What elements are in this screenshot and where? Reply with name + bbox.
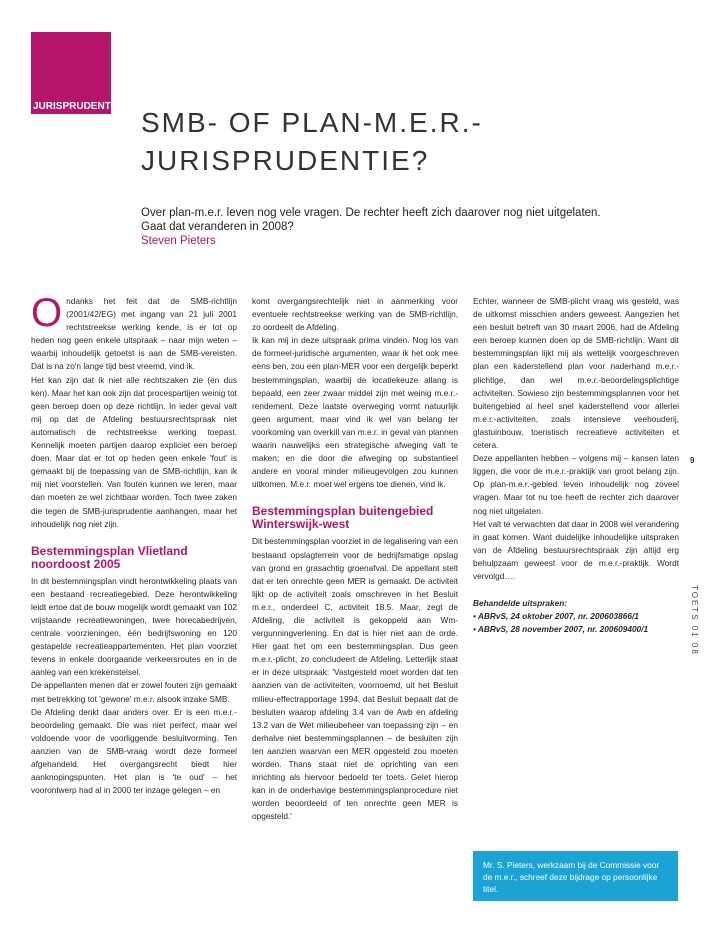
ruling-item: • ABRvS, 28 november 2007, nr. 200609400/1: [473, 624, 649, 635]
intro-text: ndanks het feit dat de SMB-richtlijn (2001/42/EG) met ingang van 21 juli 2001 rechtstreekse werking kende, is er tot op heden nog geen enkele uitspraak – naar mijn weten – waarbij inhoudelijk getoetst is aan de SMB-vereisten. Dat is na zo'n lange tijd best vreemd, vind ik.: [31, 296, 237, 372]
subheading-vlietland: Bestemmingsplan Vlietland noordoost 2005: [31, 543, 188, 571]
paragraph: Ik kan mij in deze uitspraak prima vinden. Nog los van de formeel-juridische argumenten, waar ik het ook mee eens ben, zou een plan-MER voor een dergelijk beperkt bestemmingsplan, waarbij de locatiekeuze allang is bepaald, een zeer zwaar middel zijn met weinig m.e.r.-rendement. Deze laatste overweging vormt natuurlijk geen argument, maar vind ik wel van belang ter voorkoming van overkill van m.e.r. in geval van plannen waarin nauwelijks een strategische afweging valt te maken; en die door die afweging op substantieel andere en vooral minder milieugevolgen zou kunnen uitkomen. M.e.r. moet wel ergens toe dienen, vind ik.: [252, 335, 458, 490]
lead-line-1: Over plan-m.e.r. leven nog vele vragen. De rechter heeft zich daarover nog niet uitgelaten.: [141, 207, 601, 219]
paragraph: In dit bestemmingsplan vindt herontwikkeling plaats van een bestaand recreatiegebied. Deze herontwikkeling leidt ertoe dat de bouw mogelijk wordt gemaakt van 102 vrijstaande recreatiewoningen, twee horecabedrijven, centrale voorzieningen, één bedrijfswoning en 120 gestapelde recreatieappartementen. Het plan voorziet tevens in enkele doorgaande verkeersroutes en in de aanleg van een krekenstelsel.: [31, 575, 237, 678]
article-lead: [141, 206, 641, 248]
paragraph: De Afdeling denkt daar anders over. Er is een m.e.r.-beoordeling gemaakt. Die was niet perfect, maar wel voldoende voor de voorliggende besluitvorming. Ten aanzien van de SMB-vraag wordt deze formeel afgehandeld. Het overgangsrecht biedt hier aanknopingspunten. Het plan is 'te oud' – het voorontwerp had al in 2000 ter inzage gelegen – en: [31, 706, 237, 796]
running-head: TOETS 01 08: [690, 585, 699, 656]
text-column-1: [31, 291, 237, 797]
text-column-2: [252, 295, 458, 823]
author-name: Steven Pieters: [141, 235, 216, 247]
article-title: [141, 104, 601, 180]
paragraph: Deze appellanten hebben – volgens mij – kansen laten liggen, die voor de m.e.r.-praktijk van groot belang zijn. Op plan-m.e.r.-gebied leven inhoudelijk nog zoveel vragen. Maar tot nu toe heeft de rechter zich daarover nog niet uitgelaten.: [473, 453, 679, 516]
rulings-heading: Behandelde uitspraken:: [473, 598, 568, 609]
paragraph: Dit bestemmingsplan voorziet in de legalisering van een bestaand opslagterrein voor de bedrijfsmatige opslag van grond en grasachtig groenafval. De appellant stelt dat er ten onrechte geen MER is gemaakt. De activiteit lijkt op de activiteit zoals omschreven in het Besluit m.e.r., onderdeel C, activiteit 18.5. Maar, zegt de Afdeling, die activiteit is gekoppeld aan Wm-vergunningverlening. En dat is hier niet aan de orde. Hier gaat het om een bestemmingsplan. Dus geen m.e.r.-plicht, zo concludeert de Afdeling. Letterlijk staat er in deze uitspraak: 'Vastgesteld moet worden dat ten aanzien van de activiteiten, voornoemd, uit het Besluit milieu-effectrapportage 1994, dat Besluit bepaalt dat de besluiten waarop afdeling 3.4 van de Awb en afdeling 13.2 van de Wet milieubeheer van toepassing zijn – en derhalve niet bestemmingsplannen – de besluiten zijn ten aanzien waarvan een MER opgesteld zou moeten worden. Thans staat niet de oprichting van een inrichting als hiervoor bedoeld ter toets. Gelet hierop kan in de onderhavige bestemmingsplanprocedure niet worden beoordeeld of ten onrechte geen MER is opgesteld.': [252, 536, 458, 822]
section-color-block: [31, 32, 111, 100]
paragraph: Het kan zijn dat ik niet alle rechtszaken zie (en dus ken). Maar het kan ook zijn dat procespartijen weinig tot geen beroep doen op deze richtlijn. In ieder geval valt mij op dat de Afdeling bestuursrechtspraak niet automatisch de rechtstreekse werking toepast. Kennelijk moeten partijen daarop expliciet een beroep doen. Maar dat er tot op heden geen enkele 'fout' is gemaakt bij de toepassing van de SMB-richtlijn, kan ik mij niet voorstellen. Van fouten kunnen we leren, maar dan moeten ze wel zichtbaar worden. Toch twee zaken die tegen de SMB-jurisprudentie aanhangen, maar het inhoudelijk nog niet zijn.: [31, 374, 237, 529]
author-bio-box: Mr. S. Pieters, werkzaam bij de Commissie voor de m.e.r., schreef deze bijdrage op persoonlijke titel.: [473, 851, 678, 901]
drop-cap: O: [31, 291, 63, 335]
paragraph: Echter, wanneer de SMB-plicht vraag wis gesteld, was de uitkomst misschien anders geweest. Aangezien het een besluit betreft van 30 maart 2006, had de Afdeling een beroep kunnen doen op de SMB-richtlijn. Want dit bestemmingsplan lijkt mij als wettelijk voorgeschreven plan een kaderstellend plan voor naderhand m.e.r.-plichtige, dan wel m.e.r.-beoordelingsplichtige activiteiten. Sowieso zijn bestemmingsplannen voor het buitengebied al heel snel kaderstellend voor allerlei m.e.r.-activiteiten, zoals intensieve veehouderij, glastuinbouw, toeristisch recreatieve activiteiten et cetera.: [473, 296, 679, 451]
intro-paragraph: [31, 291, 237, 374]
paragraph: Het valt te verwachten dat daar in 2008 wel verandering in gaat komen. Want duidelijke inhoudelijke uitspraken van de Afdeling bestuursrechtspraak zijn altijd erg behulpzaam geweest voor de m.e.r.-praktijk. Wordt vervolgd….: [473, 518, 679, 581]
section-label: JURISPRUDENTIE: [33, 101, 121, 112]
lead-line-2: Gaat dat veranderen in 2008?: [141, 221, 294, 233]
paragraph: De appellanten menen dat er zowel fouten zijn gemaakt met betrekking tot 'gewone' m.e.r. alsook inzake SMB.: [31, 680, 237, 704]
paragraph: komt overgangsrechtelijk niet in aanmerking voor eventuele rechtstreekse werking van de SMB-richtlijn, zo oordeelt de Afdeling.: [252, 296, 458, 333]
ruling-item: • ABRvS, 24 oktober 2007, nr. 200603866/1: [473, 611, 639, 622]
title-line-1: SMB- OF PLAN-M.E.R.-: [141, 107, 483, 138]
page-number: 9: [690, 456, 695, 465]
text-column-3: [473, 295, 679, 636]
title-line-2: JURISPRUDENTIE?: [141, 145, 430, 176]
subheading-winterswijk: Bestemmingsplan buitengebied Winterswijk-west: [252, 504, 434, 532]
